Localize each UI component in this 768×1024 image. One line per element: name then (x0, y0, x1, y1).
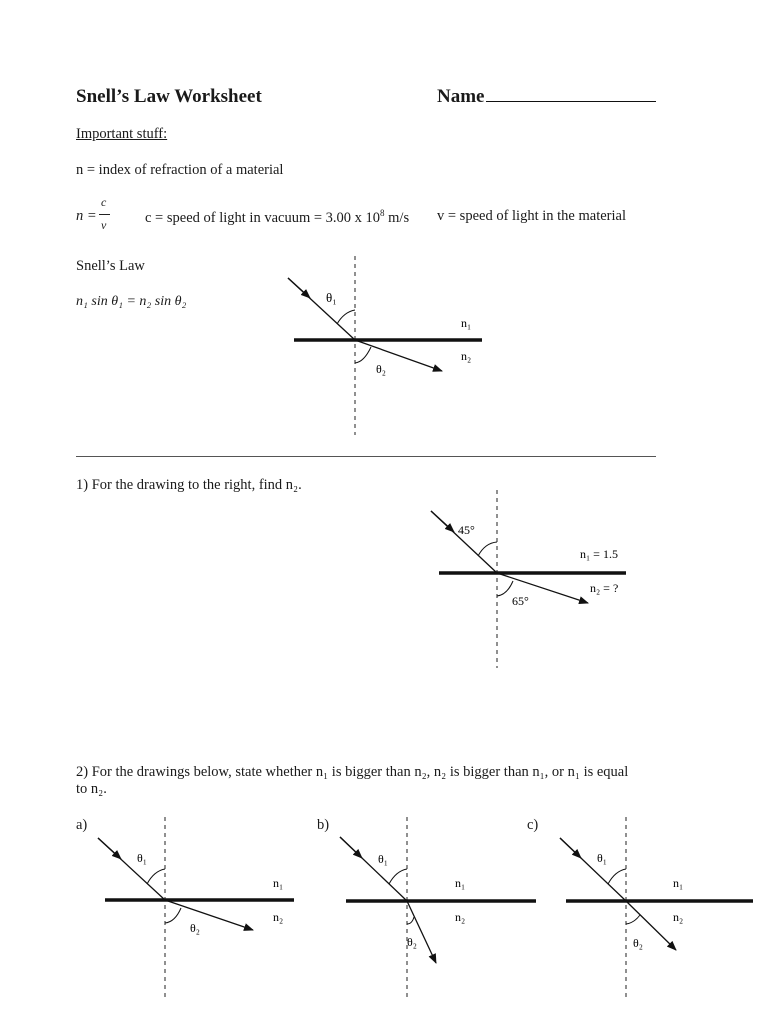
a-n1-label: n₁ (273, 876, 284, 890)
q1-angle2-label: 65° (512, 594, 529, 608)
part-c-label: c) (527, 817, 539, 833)
part-a-label: a) (76, 817, 88, 833)
theta1-label: θ₁ (326, 290, 337, 305)
n-definition: n = index of refraction of a material (76, 162, 284, 178)
q1-n1-label: n₁ = 1.5 (580, 547, 618, 561)
c-theta2-label: θ₂ (633, 936, 643, 950)
b-theta2-label: θ₂ (407, 935, 417, 949)
a-theta2-label: θ₂ (190, 921, 200, 935)
snell-heading: Snell’s Law (76, 258, 145, 274)
a-theta1-arc (147, 869, 165, 884)
b-theta1-label: θ₁ (378, 852, 388, 866)
question-2-prompt-line1: 2) For the drawings below, state whether n₁ is bigger than n₂, n₂ is bigger than n₁, or n₁ is equal (76, 764, 629, 780)
theta2-label: θ₂ (376, 362, 386, 376)
important-heading: Important stuff: (76, 126, 168, 142)
question-1-prompt: 1) For the drawing to the right, find n₂. (76, 477, 302, 493)
b-refracted-ray (407, 901, 436, 963)
snell-eq-lhs: n₁ sin θ₁ (76, 294, 123, 309)
part-b-diagram (340, 817, 539, 1000)
b-incident-arrow (340, 837, 362, 858)
q1-n2-label: n₂ = ? (590, 581, 619, 595)
n2-label: n₂ (461, 349, 472, 363)
b-theta2-arc (407, 917, 414, 924)
a-n2-label: n₂ (273, 910, 284, 924)
n1-label: n₁ (461, 316, 472, 330)
a-incident-arrow (98, 838, 121, 859)
question-2-prompt-line2: to n₂. (76, 781, 107, 797)
c-units: m/s (384, 209, 410, 226)
name-label: Name (437, 86, 485, 107)
part-b-label: b) (317, 817, 330, 833)
formula-denominator: v (101, 218, 107, 232)
b-n2-label: n₂ (455, 910, 466, 924)
v-definition: v = speed of light in the material (437, 208, 626, 224)
c-n2-label: n₂ (673, 910, 684, 924)
a-theta1-label: θ₁ (137, 851, 147, 865)
a-refracted-ray (165, 900, 253, 930)
c-definition-text: c = speed of light in vacuum = 3.00 x 10 (145, 209, 381, 226)
a-theta2-arc (165, 908, 181, 923)
c-theta1-arc (608, 869, 626, 884)
b-n1-label: n₁ (455, 876, 466, 890)
formula-numerator: c (101, 195, 107, 209)
c-exponent: 8 (380, 208, 385, 218)
q1-angle1-label: 45° (458, 523, 475, 537)
b-theta1-arc (389, 869, 407, 884)
c-n1-label: n₁ (673, 876, 684, 890)
c-theta1-label: θ₁ (597, 851, 607, 865)
part-a-diagram (98, 817, 294, 1000)
part-c-diagram (560, 817, 753, 1000)
formula-n: n = (76, 208, 97, 224)
c-theta2-arc (626, 915, 640, 924)
c-incident-arrow (560, 838, 581, 858)
snell-eq-equals: = (126, 294, 136, 309)
worksheet-title: Snell’s Law Worksheet (76, 86, 262, 107)
snell-eq-rhs: n₂ sin θ₂ (139, 294, 187, 309)
